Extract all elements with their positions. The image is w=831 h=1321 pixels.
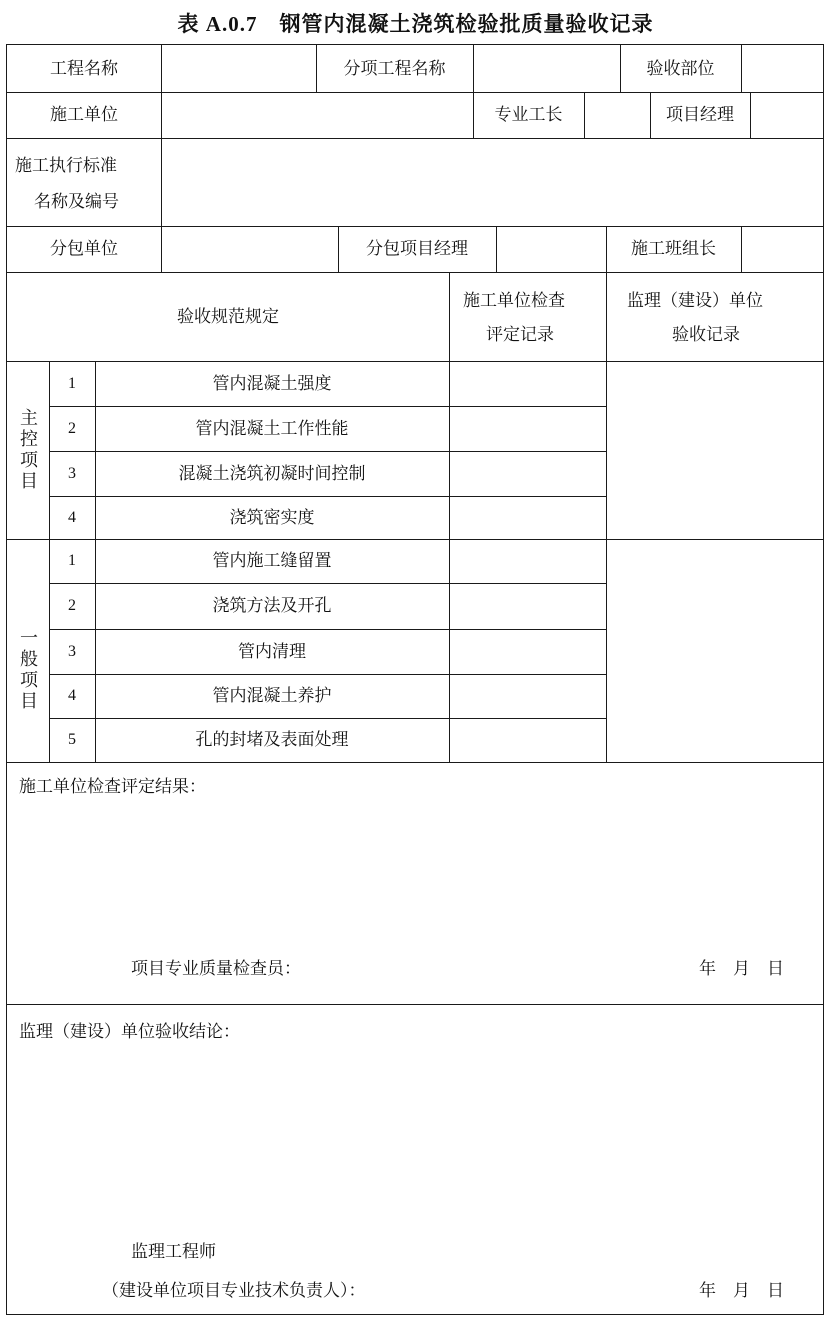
item-check-cell[interactable] [449, 629, 606, 674]
subcontractor-value[interactable] [161, 226, 338, 272]
general-supervision-cell[interactable] [606, 539, 823, 762]
item-check-cell[interactable] [449, 718, 606, 762]
item-check-cell[interactable] [449, 496, 606, 539]
item-number: 1 [68, 374, 76, 392]
standard-label-line2: 名称及编号 [34, 192, 119, 212]
construction-result-date: 年 月 日 [699, 959, 784, 979]
spec-column-header: 验收规范规定 [177, 306, 279, 327]
item-check-cell[interactable] [449, 583, 606, 629]
acceptance-part-label: 验收部位 [646, 58, 715, 79]
item-text: 管内清理 [238, 641, 306, 662]
item-number: 3 [68, 642, 76, 660]
supervision-header-line2: 验收记录 [672, 325, 740, 345]
item-check-cell[interactable] [449, 361, 606, 406]
acceptance-part-value[interactable] [741, 45, 823, 92]
item-check-cell[interactable] [449, 674, 606, 718]
item-text: 管内施工缝留置 [212, 551, 332, 571]
item-text: 浇筑方法及开孔 [212, 596, 332, 616]
project-name-value[interactable] [161, 45, 316, 92]
supervising-engineer-label: 监理工程师 [131, 1242, 216, 1262]
acceptance-form-table [6, 44, 824, 1315]
item-number: 4 [68, 508, 76, 526]
construction-check-header-line1: 施工单位检查 [463, 291, 565, 311]
main-control-group-label: 主 控 项 目 [20, 408, 38, 492]
item-check-cell[interactable] [449, 406, 606, 451]
project-name-label: 工程名称 [50, 58, 118, 79]
general-group-label: 一 般 项 目 [20, 628, 38, 712]
form-title [0, 8, 831, 38]
project-manager-value[interactable] [750, 92, 823, 138]
foreman-value[interactable] [584, 92, 650, 138]
item-number: 4 [68, 687, 76, 704]
item-text: 混凝土浇筑初凝时间控制 [178, 463, 366, 484]
supervision-header-line1: 监理（建设）单位 [627, 291, 763, 311]
supervision-result-date: 年 月 日 [699, 1281, 784, 1301]
subcontractor-label: 分包单位 [50, 239, 118, 259]
item-number: 2 [68, 597, 76, 614]
form-code: 表 A.0.7 [177, 12, 258, 36]
team-leader-value[interactable] [741, 226, 823, 272]
item-number: 3 [68, 464, 76, 482]
sub-manager-value[interactable] [496, 226, 606, 272]
construction-unit-value[interactable] [161, 92, 473, 138]
construction-result-label: 施工单位检查评定结果： [19, 777, 206, 797]
item-number: 2 [68, 419, 76, 437]
construction-check-header-line2: 评定记录 [486, 325, 554, 345]
row-line [7, 762, 823, 763]
form-title-text: 钢管内混凝土浇筑检验批质量验收记录 [279, 12, 654, 36]
subitem-name-label: 分项工程名称 [343, 58, 446, 79]
item-number: 1 [68, 552, 76, 569]
item-text: 管内混凝土养护 [212, 686, 332, 706]
quality-inspector-label: 项目专业质量检查员： [131, 959, 301, 979]
item-text: 孔的封堵及表面处理 [195, 730, 349, 750]
standard-label-line1: 施工执行标准 [15, 156, 117, 176]
item-check-cell[interactable] [449, 539, 606, 583]
item-text: 管内混凝土工作性能 [195, 418, 349, 439]
engineer-note-label: （建设单位项目专业技术负责人）： [102, 1281, 366, 1301]
main-control-supervision-cell[interactable] [606, 361, 823, 539]
item-check-cell[interactable] [449, 451, 606, 496]
team-leader-label: 施工班组长 [631, 239, 716, 259]
standard-value[interactable] [161, 138, 823, 226]
item-number: 5 [68, 731, 76, 748]
supervision-result-label: 监理（建设）单位验收结论： [19, 1022, 240, 1042]
item-text: 管内混凝土强度 [212, 373, 332, 394]
row-line [7, 1004, 823, 1005]
item-text: 浇筑密实度 [229, 507, 315, 528]
sub-manager-label: 分包项目经理 [366, 239, 468, 259]
construction-unit-label: 施工单位 [50, 105, 118, 125]
foreman-label: 专业工长 [494, 105, 563, 125]
subitem-name-value[interactable] [473, 45, 620, 92]
project-manager-label: 项目经理 [666, 105, 734, 125]
